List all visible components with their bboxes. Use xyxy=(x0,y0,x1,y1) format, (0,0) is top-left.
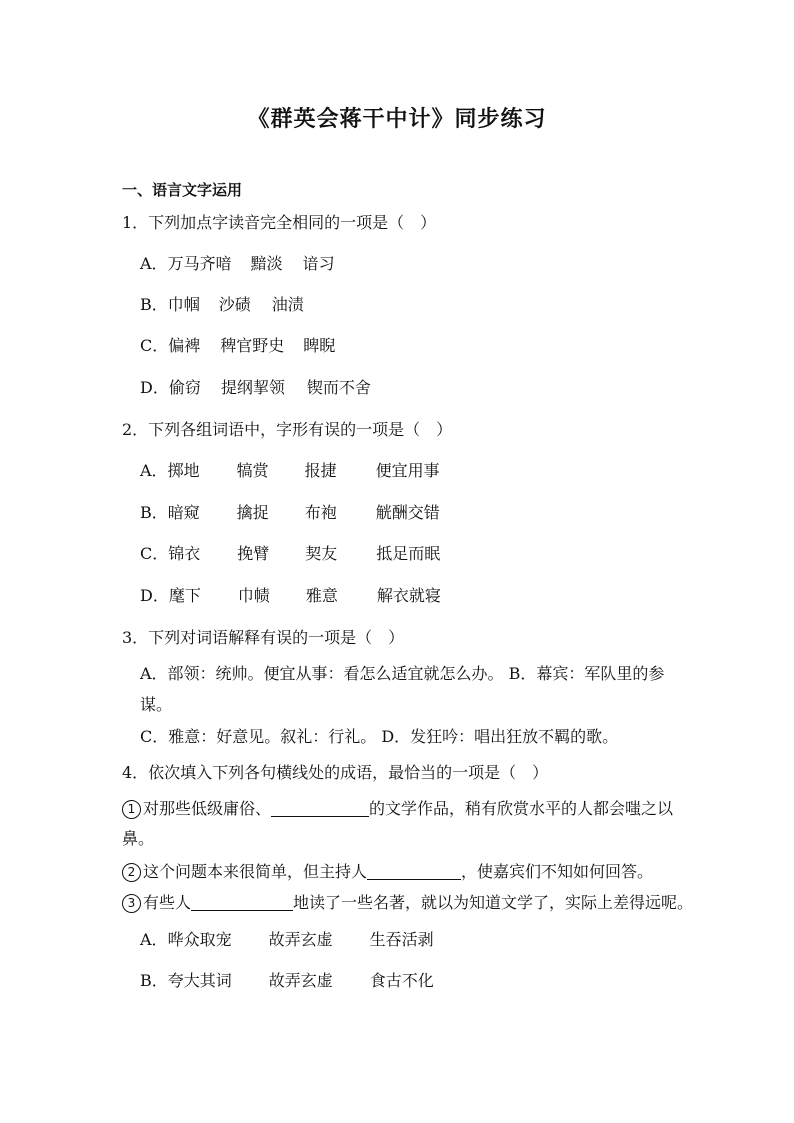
option-item: 掷地 xyxy=(167,461,200,480)
q4-option-b xyxy=(140,971,434,991)
option-item: 故弄玄虚 xyxy=(268,930,333,949)
option-item: 契友 xyxy=(305,544,338,563)
option-item: 偷窃 xyxy=(168,378,201,397)
option-item: 觥酬交错 xyxy=(375,503,440,522)
question-3-stem: 3．下列对词语解释有误的一项是（ ） xyxy=(122,628,405,647)
sentence-number: 2 xyxy=(122,863,141,882)
option-letter: D． xyxy=(140,378,169,397)
option-item: 巾帻 xyxy=(237,586,270,605)
fill-blank xyxy=(271,800,369,817)
option-item: 挽臂 xyxy=(237,544,270,563)
section-heading: 一、语言文字运用 xyxy=(122,181,243,199)
option-item: 生吞活剥 xyxy=(369,930,434,949)
option-letter: A． xyxy=(140,930,168,949)
sentence-text: 的文学作品，稍有欣赏水平的人都会嗤之以 xyxy=(369,799,674,818)
option-item: 沙碛 xyxy=(218,295,251,314)
option-item: 谙习 xyxy=(302,254,335,273)
sentence-text: 这个问题本来很简单，但主持人 xyxy=(143,862,368,881)
option-item: 黯淡 xyxy=(250,254,283,273)
option-item: 偏裨 xyxy=(168,336,201,355)
option-item: 犒赏 xyxy=(236,461,269,480)
fill-blank xyxy=(191,894,293,911)
q2-option-b xyxy=(140,503,440,523)
page-title: 《群英会蒋干中计》同步练习 xyxy=(247,106,547,132)
option-item: 解衣就寝 xyxy=(376,586,441,605)
option-letter: C． xyxy=(140,336,169,355)
q3-options-line-3: C．雅意：好意见。叙礼：行礼。 D．发狂吟：唱出狂放不羁的歌。 xyxy=(140,727,619,746)
q3-options-line-1: A．部领：统帅。便宜从事：看怎么适宜就怎么办。 B．幕宾：军队里的参 xyxy=(140,664,665,683)
option-item: 擒捉 xyxy=(236,503,269,522)
q2-option-c xyxy=(140,544,440,564)
q4-sentence-2 xyxy=(122,862,653,882)
q1-option-b xyxy=(140,295,304,315)
option-item: 抵足而眠 xyxy=(376,544,441,563)
option-letter: C． xyxy=(140,544,169,563)
q1-option-d xyxy=(140,378,371,398)
option-item: 夸大其词 xyxy=(167,971,232,990)
q2-option-a xyxy=(140,461,440,481)
option-item: 巾帼 xyxy=(167,295,200,314)
option-item: 报捷 xyxy=(304,461,337,480)
q4-sentence-1-cont: 鼻。 xyxy=(122,829,155,848)
fill-blank xyxy=(367,863,461,880)
option-item: 提纲挈领 xyxy=(220,378,285,397)
option-letter: B． xyxy=(140,503,168,522)
q1-option-c xyxy=(140,336,335,356)
option-item: 故弄玄虚 xyxy=(268,971,333,990)
option-item: 麾下 xyxy=(168,586,201,605)
question-4-stem: 4．依次填入下列各句横线处的成语，最恰当的一项是（ ） xyxy=(122,763,549,782)
option-item: 锦衣 xyxy=(168,544,201,563)
q4-sentence-3 xyxy=(122,893,693,913)
option-letter: A． xyxy=(140,461,168,480)
option-item: 锲而不舍 xyxy=(306,378,371,397)
q1-option-a xyxy=(140,254,335,274)
option-item: 雅意 xyxy=(305,586,338,605)
q2-option-d xyxy=(140,586,441,606)
q4-sentence-1 xyxy=(122,799,673,819)
option-item: 暗窥 xyxy=(167,503,200,522)
option-item: 睥睨 xyxy=(303,336,336,355)
sentence-number: 1 xyxy=(122,800,141,819)
option-item: 稗官野史 xyxy=(220,336,285,355)
sentence-number: 3 xyxy=(122,894,141,913)
q4-option-a xyxy=(140,930,434,950)
sentence-text: 有些人 xyxy=(143,893,192,912)
option-item: 食古不化 xyxy=(369,971,434,990)
option-item: 便宜用事 xyxy=(375,461,440,480)
option-letter: A． xyxy=(140,254,168,273)
q3-options-line-2: 谋。 xyxy=(140,695,173,714)
sentence-text: 地读了一些名著，就以为知道文学了，实际上差得远呢。 xyxy=(293,893,694,912)
sentence-text: ，使嘉宾们不知如何回答。 xyxy=(461,862,654,881)
sentence-text: 对那些低级庸俗、 xyxy=(143,799,272,818)
option-item: 万马齐喑 xyxy=(167,254,232,273)
question-1-stem: 1．下列加点字读音完全相同的一项是（ ） xyxy=(122,213,437,232)
question-2-stem: 2．下列各组词语中，字形有误的一项是（ ） xyxy=(122,420,453,439)
option-item: 哗众取宠 xyxy=(167,930,232,949)
option-item: 布袍 xyxy=(304,503,337,522)
option-item: 油渍 xyxy=(271,295,304,314)
option-letter: B． xyxy=(140,971,168,990)
option-letter: D． xyxy=(140,586,169,605)
option-letter: B． xyxy=(140,295,168,314)
